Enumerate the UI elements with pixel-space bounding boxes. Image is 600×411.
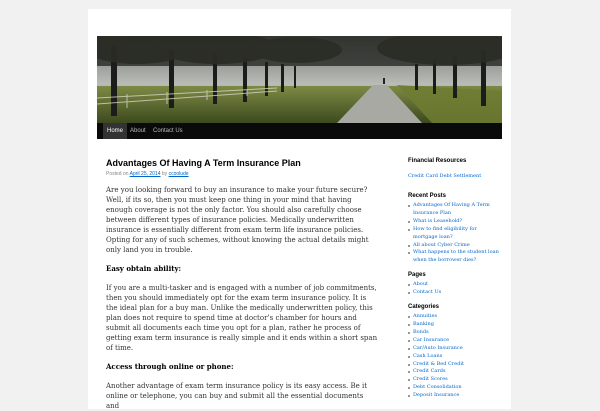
nav-about[interactable]: About bbox=[130, 128, 146, 134]
sidebar bbox=[408, 157, 500, 400]
financial-resources-title: Financial Resources bbox=[408, 158, 467, 164]
category-link[interactable]: Debt Consolidation bbox=[408, 384, 500, 392]
post-subheading: Easy obtain ability: bbox=[106, 264, 182, 273]
header-banner-image bbox=[97, 36, 502, 123]
recent-post-link[interactable]: What happens to the student loan when the borrower dies? bbox=[408, 249, 500, 265]
page-link-contact-us[interactable]: Contact Us bbox=[408, 289, 500, 297]
category-link[interactable]: Cash Loans bbox=[408, 353, 500, 361]
nav-contact-us[interactable]: Contact Us bbox=[153, 128, 183, 134]
categories-list bbox=[408, 313, 500, 400]
category-link[interactable]: Credit Scores bbox=[408, 376, 500, 384]
pages-list bbox=[408, 281, 500, 297]
category-link[interactable]: Credit Cards bbox=[408, 368, 500, 376]
category-link[interactable]: Credit & Bed Credit bbox=[408, 361, 500, 369]
posted-on-label: Posted on bbox=[106, 171, 129, 177]
financial-resource-link[interactable]: Credit Card Debt Settlement bbox=[408, 173, 482, 179]
post-content bbox=[106, 157, 378, 411]
post-date-link[interactable]: April 25, 2014 bbox=[129, 171, 161, 177]
category-link[interactable]: Annuities bbox=[408, 313, 500, 321]
recent-post-link[interactable]: Advantages Of Having A Term Insurance Plan bbox=[408, 202, 500, 218]
nav-home[interactable]: Home bbox=[103, 123, 127, 139]
recent-posts-list bbox=[408, 202, 500, 265]
recent-posts-title: Recent Posts bbox=[408, 193, 447, 199]
pages-title: Pages bbox=[408, 272, 426, 279]
category-link[interactable]: Banking bbox=[408, 321, 500, 329]
by-label: by bbox=[161, 171, 168, 177]
post-subheading: Access through online or phone: bbox=[106, 362, 234, 371]
categories-title: Categories bbox=[408, 304, 440, 311]
post-paragraph: Another advantage of exam term insurance policy is its easy access. Be it online or telephone, you can buy and submit all the essential documents and bbox=[106, 382, 368, 410]
category-link[interactable]: Car Insurance bbox=[408, 337, 500, 345]
post-paragraph: Are you looking forward to buy an insurance to make your future secure? Well, if its so, then you must keep one thing in your mind that having enough coverage is not the only factor. You should also carefully choose between different types of insurance policies. Medically underwritten insurance is essentially different from exam term life insurance policies. Opting for any of such schemes, without knowing the actual details might only land you in trouble. bbox=[106, 186, 369, 254]
recent-post-link[interactable]: How to find eligibility for mortgage loan? bbox=[408, 226, 500, 242]
post-author-link[interactable]: ccoolude bbox=[168, 171, 189, 177]
recent-post-link[interactable]: All about Cyber Crime bbox=[408, 242, 500, 250]
category-link[interactable]: Car/Auto Insurance bbox=[408, 345, 500, 353]
page-wrapper bbox=[88, 9, 511, 409]
post-paragraph: If you are a multi-tasker and is engaged with a number of job commitments, then you should immediately opt for the exam term insurance policy. It is the ideal plan for a buy man. Unlike the medically underwritten policy, this plan does not require to spend time at doctor’s chamber for hours and submit all documents each time you opt for a plan, rather he process of getting exam term insurance is really simple and it ends within a short span of time. bbox=[106, 284, 378, 352]
recent-post-link[interactable]: What is Leasehold? bbox=[408, 218, 500, 226]
tree-lined-road-image bbox=[97, 36, 502, 123]
category-link[interactable]: Deposit Insurance bbox=[408, 392, 500, 400]
post-title[interactable]: Advantages Of Having A Term Insurance Plan bbox=[106, 158, 301, 168]
page-link-about[interactable]: About bbox=[408, 281, 500, 289]
post-meta bbox=[106, 171, 378, 178]
category-link[interactable]: Bonds bbox=[408, 329, 500, 337]
main-navigation bbox=[97, 123, 502, 139]
